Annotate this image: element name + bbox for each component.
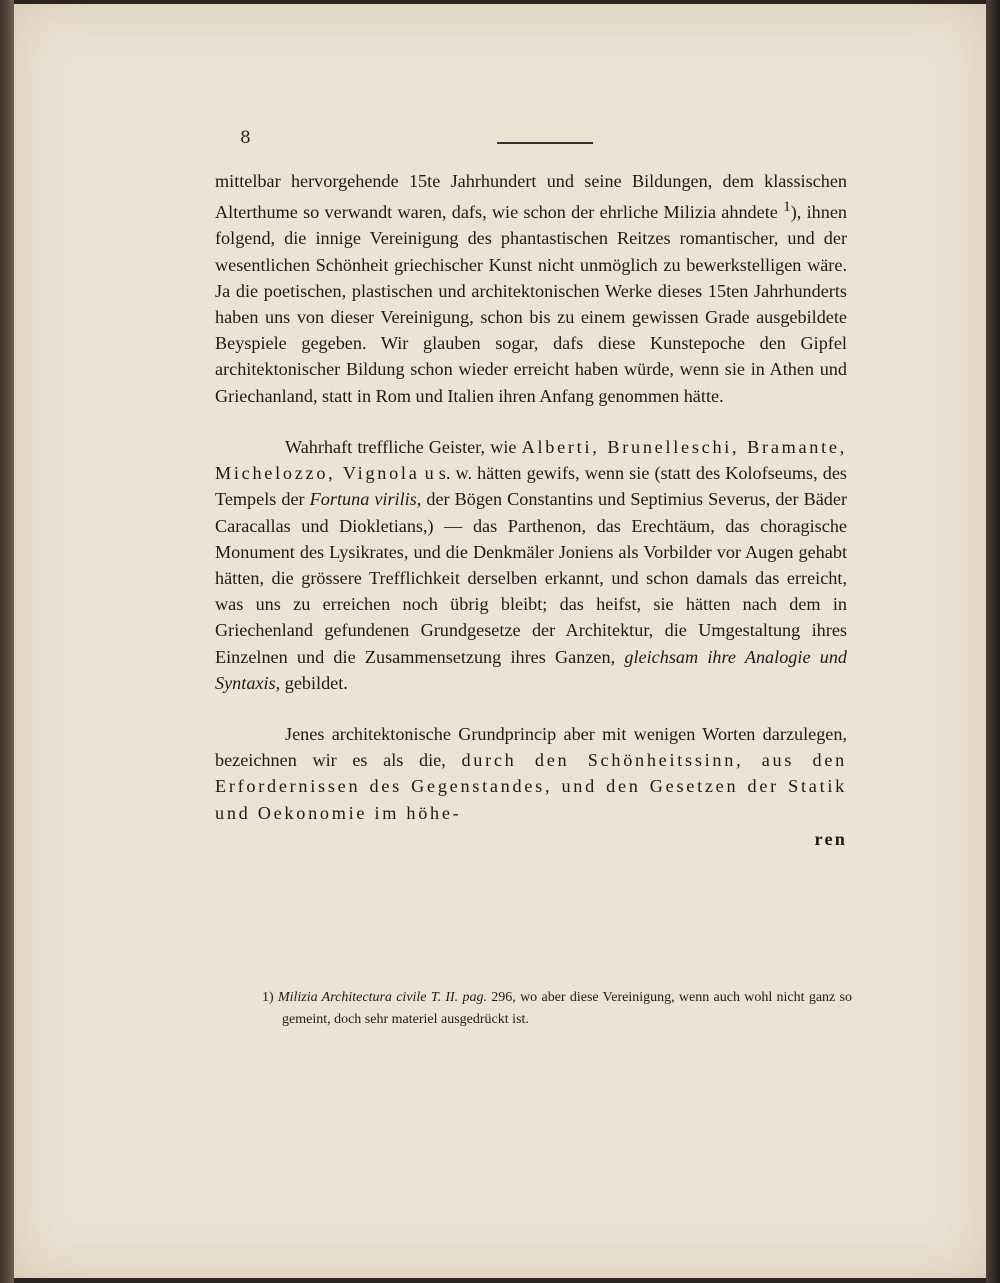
paragraph-1-text-b: ), ihnen folgend, die innige Vereinigung des phantastischen Reitzes romantischer, und der wesentlichen Schönheit griechischer Kunst nicht unmöglich zu bewerkstelligen wäre. Ja die poetischen, plastischen und architektonischen Werke dieses 15ten Jahrhunderts haben uns von dieser Vereinigung, schon bis zu einem gewissen Grade ausgebildete Beyspiele gegeben. Wir glauben sogar, dafs diese Kunstepoche den Gipfel architektonischer Bildung schon wieder erreicht haben würde, wenn sie in Athen und Griechanland, statt in Rom und Italien ihren Anfang genommen hätte. [215,202,848,406]
paragraph-2-text-c: , der Bögen Constantins und Septimius Severus, der Bäder Caracallas und Diokletians,) — das Parthenon, das Erechtäum, das choragische Monument des Lysikrates, und die Denkmäler Joniens als Vorbilder vor Augen gehabt hätten, die grössere Trefflichkeit derselben erkannt, und schon damals das erreicht, was uns zu erreichen noch übrig bleibt; das heifst, sie hätten nach dem in Griechenland gefundenen Grundgesetze der Architektur, die Umgestaltung ihres Einzelnen und die Zusammensetzung ihres Ganzen, [215,489,848,667]
paragraph-1-text-a: mittelbar hervorgehende 15te Jahrhundert und seine Bildungen, dem klassischen Alterthume so verwandt waren, dafs, wie schon der ehrliche Milizia ahndete [215,171,847,223]
paragraph-3-spaced-text: durch den Schönheitssinn, aus den Erfordernissen des Gegenstandes, und den Gesetzen der Statik und Oekonomie im höhe- [215,750,848,823]
paragraph-2-text-b: u s. w. hätten gewifs, wenn sie (statt des Kolofseums, des Tempels der [215,463,848,510]
footnote-reference: 1 [783,198,791,216]
analogie-syntaxis: gleichsam ihre Analogie und Syntaxis [215,646,848,693]
paragraph-3 [215,721,847,826]
paragraph-3-text-a: Jenes architektonische Grundprincip aber mit wenigen Worten darzulegen, bezeichnen wir es als die, [215,723,847,771]
paragraph-1 [215,168,847,409]
page-number: 8 [240,128,251,148]
footnote-body: , wo aber diese Vereinigung, wenn auch wohl nicht ganz so gemeint, doch sehr materiel ausgedrückt ist. [282,990,852,1027]
book-spine-edge [0,0,14,1283]
book-cover-edge [986,0,1000,1283]
footnote [262,987,852,1031]
paragraph-2 [215,434,847,696]
footnote-source: Milizia Architectura civile T. II. pag. [277,990,487,1005]
fortuna-virilis: Fortuna virilis [309,489,417,510]
catchword: ren [814,828,847,849]
page-header [240,128,640,148]
footnote-marker: 1) [262,990,274,1005]
architect-names: Alberti, Brunelleschi, Bramante, Michelozzo, Vignola [215,436,847,484]
paragraph-2-text-a: Wahrhaft treffliche Geister, wie [285,436,517,457]
paragraph-2-text-d: , gebildet. [275,672,348,693]
main-text [215,168,847,852]
footnote-page: 296 [491,990,513,1005]
header-rule [497,142,593,144]
footnote-text [262,987,852,1031]
